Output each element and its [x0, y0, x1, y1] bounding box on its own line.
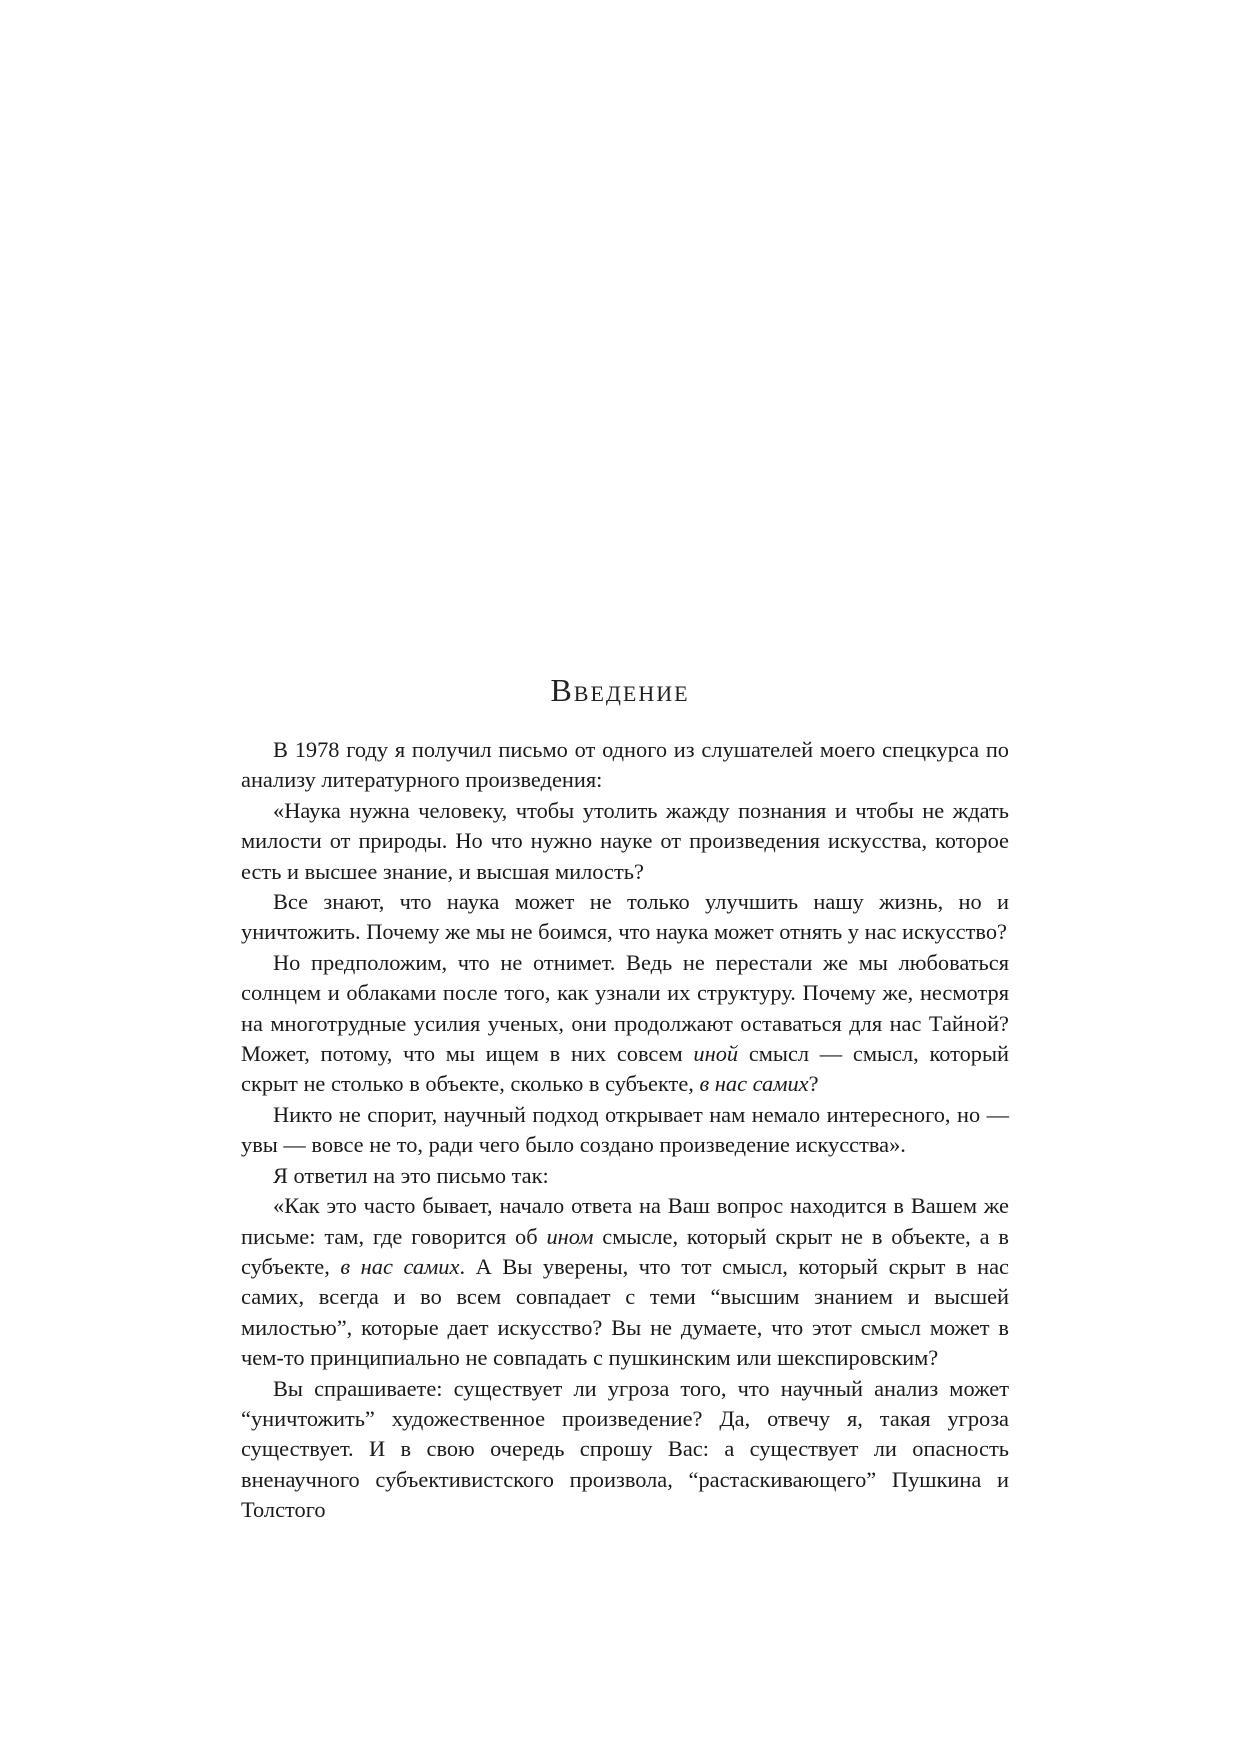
- text-segment: «Как это часто бывает, начало ответа на Ваш вопрос находится в Вашем же письме: там, где говорится об: [241, 1193, 1009, 1249]
- italic-text-segment: ином: [546, 1223, 594, 1249]
- paragraph: [241, 796, 1009, 887]
- text-segment: смысл — смысл, который скрыт не столько в объекте, сколько в субъекте,: [241, 1041, 1010, 1097]
- text-segment: Никто не спорит, научный подход открывает нам немало интересного, но — увы — вовсе не то, ради чего было создано произведение искусства».: [241, 1101, 1009, 1158]
- paragraph: [241, 887, 1009, 948]
- chapter-title: Введение: [550, 672, 690, 708]
- text-segment: «Наука нужна человеку, чтобы утолить жажду познания и чтобы не ждать милости от природы. Но что нужно науке от произведения искусства, которое есть и высшее знание, и высшая милость?: [241, 797, 1009, 884]
- italic-text-segment: в нас самих: [340, 1253, 460, 1279]
- italic-text-segment: иной: [693, 1041, 739, 1067]
- body-text: [241, 735, 1009, 1526]
- paragraph: [241, 1161, 1009, 1191]
- text-segment: . А Вы уверены, что тот смысл, который скрыт в нас самих, всегда и во всем совпадает с теми “высшим знанием и высшей милостью”, которые дает искусство? Вы не думаете, что этот смысл может в чем-то принципиально не совпадать с пушкинским или шекспировским?: [241, 1253, 1009, 1371]
- paragraph: [241, 1374, 1009, 1526]
- paragraph: [241, 1191, 1009, 1373]
- text-segment: Вы спрашиваете: существует ли угроза того, что научный анализ может “уничтожить” художественное произведение? Да, отвечу я, такая угроза существует. И в свою очередь спрошу Вас: а существует ли опасность вненаучного субъективистского произвола, “растаскивающего” Пушкина и Толстого: [241, 1375, 1009, 1523]
- text-segment: ?: [808, 1071, 819, 1097]
- italic-text-segment: в нас самих: [699, 1071, 809, 1097]
- paragraph: [241, 948, 1009, 1100]
- text-segment: В 1978 году я получил письмо от одного из слушателей моего спецкурса по анализу литературного произведения:: [241, 737, 1009, 793]
- text-segment: Я ответил на это письмо так:: [273, 1162, 549, 1188]
- text-segment: Все знают, что наука может не только улучшить нашу жизнь, но и уничтожить. Почему же мы не боимся, что наука может отнять у нас искусство?: [241, 889, 1009, 945]
- paragraph: [241, 1100, 1009, 1161]
- text-segment: смысле, который скрыт не в объекте, а в субъекте,: [241, 1223, 1009, 1279]
- paragraph: [241, 735, 1009, 796]
- text-segment: Но предположим, что не отнимет. Ведь не перестали же мы любоваться солнцем и облаками после того, как узнали их структуру. Почему же, несмотря на многотрудные усилия ученых, они продолжают оставаться для нас Тайной? Может, потому, что мы ищем в них совсем: [241, 949, 1009, 1067]
